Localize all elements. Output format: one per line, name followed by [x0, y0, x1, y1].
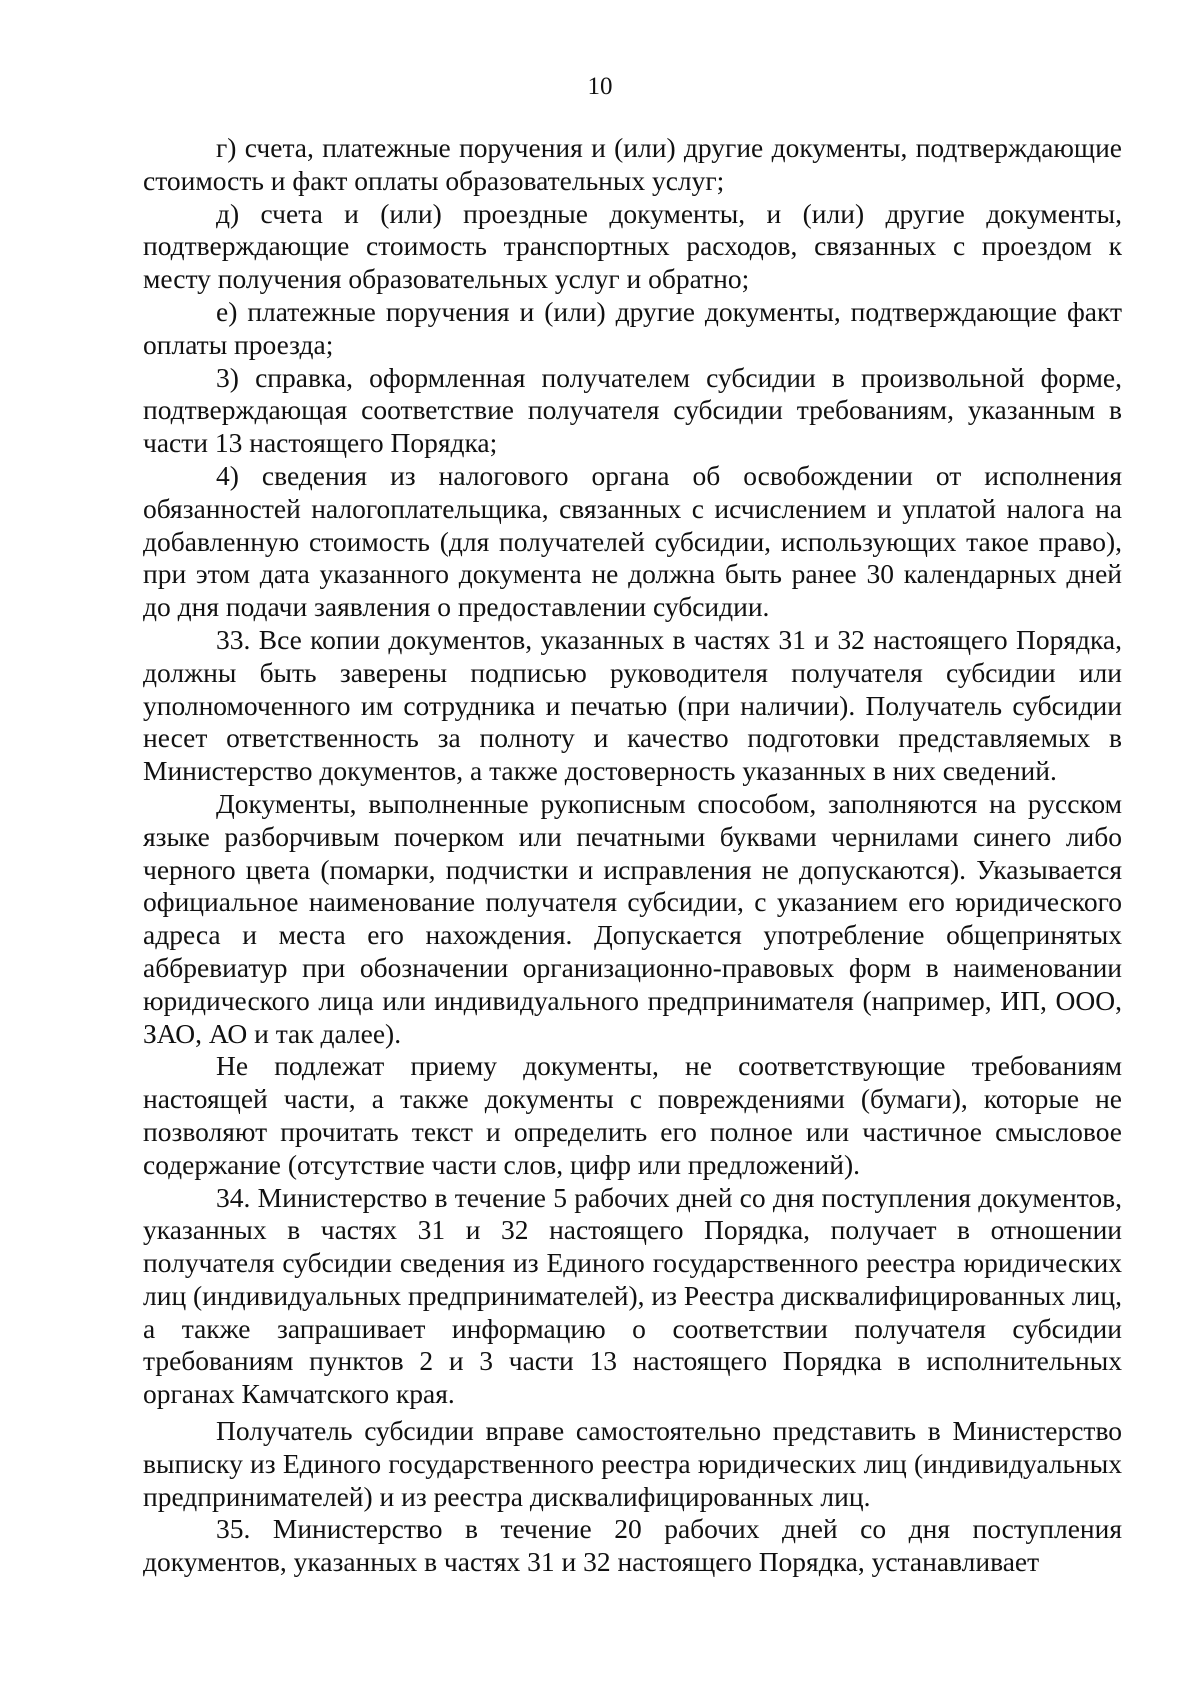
paragraph-item-d: д) счета и (или) проездные документы, и (или) другие документы, подтверждающие стоимость транспортных расходов, связанных с проездом к месту получения образовательных услуг и обратно; — [143, 197, 1122, 295]
document-body — [143, 132, 1122, 1579]
paragraph-section-35: 35. Министерство в течение 20 рабочих дней со дня поступления документов, указанных в частях 31 и 32 настоящего Порядка, устанавливает — [143, 1513, 1122, 1578]
paragraph-item-4: 4) сведения из налогового органа об освобождении от исполнения обязанностей налогоплательщика, связанных с исчислением и уплатой налога на добавленную стоимость (для получателей субсидии, использующих такое право), при этом дата указанного документа не должна быть ранее 30 календарных дней до дня подачи заявления о предоставлении субсидии. — [143, 459, 1122, 623]
paragraph-not-accepted-documents: Не подлежат приему документы, не соответствующие требованиям настоящей части, а также документы с повреждениями (бумаги), которые не позволяют прочитать текст и определить его полное или частичное смысловое содержание (отсутствие части слов, цифр или предложений). — [143, 1050, 1122, 1180]
page-number: 10 — [587, 73, 613, 100]
paragraph-section-33: 33. Все копии документов, указанных в частях 31 и 32 настоящего Порядка, должны быть заверены подписью руководителя получателя субсидии или уполномоченного им сотрудника и печатью (при наличии). Получатель субсидии несет ответственность за полноту и качество подготовки представляемых в Министерство документов, а также достоверность указанных в них сведений. — [143, 623, 1122, 787]
paragraph-item-e: е) платежные поручения и (или) другие документы, подтверждающие факт оплаты проезда; — [143, 295, 1122, 360]
paragraph-recipient-right: Получатель субсидии вправе самостоятельно представить в Министерство выписку из Единого государственного реестра юридических лиц (индивидуальных предпринимателей) и из реестра дисквалифицированных лиц. — [143, 1415, 1122, 1512]
paragraph-item-g: г) счета, платежные поручения и (или) другие документы, подтверждающие стоимость и факт оплаты образовательных услуг; — [143, 132, 1122, 196]
paragraph-section-34: 34. Министерство в течение 5 рабочих дней со дня поступления документов, указанных в частях 31 и 32 настоящего Порядка, получает в отношении получателя субсидии сведения из Единого государственного реестра юридических лиц (индивидуальных предпринимателей), из Реестра дисквалифицированных лиц, а также запрашивает информацию о соответствии получателя субсидии требованиям пунктов 2 и 3 части 13 настоящего Порядка в исполнительных органах Камчатского края. — [143, 1181, 1122, 1410]
paragraph-handwritten-documents: Документы, выполненные рукописным способом, заполняются на русском языке разборчивым почерком или печатными буквами чернилами синего либо черного цвета (помарки, подчистки и исправления не допускаются). Указывается официальное наименование получателя субсидии, с указанием его юридического адреса и места его нахождения. Допускается употребление общепринятых аббревиатур при обозначении организационно-правовых форм в наименовании юридического лица или индивидуального предпринимателя (например, ИП, ООО, ЗАО, АО и так далее). — [143, 787, 1122, 1049]
paragraph-item-3: 3) справка, оформленная получателем субсидии в произвольной форме, подтверждающая соответствие получателя субсидии требованиям, указанным в части 13 настоящего Порядка; — [143, 361, 1122, 459]
